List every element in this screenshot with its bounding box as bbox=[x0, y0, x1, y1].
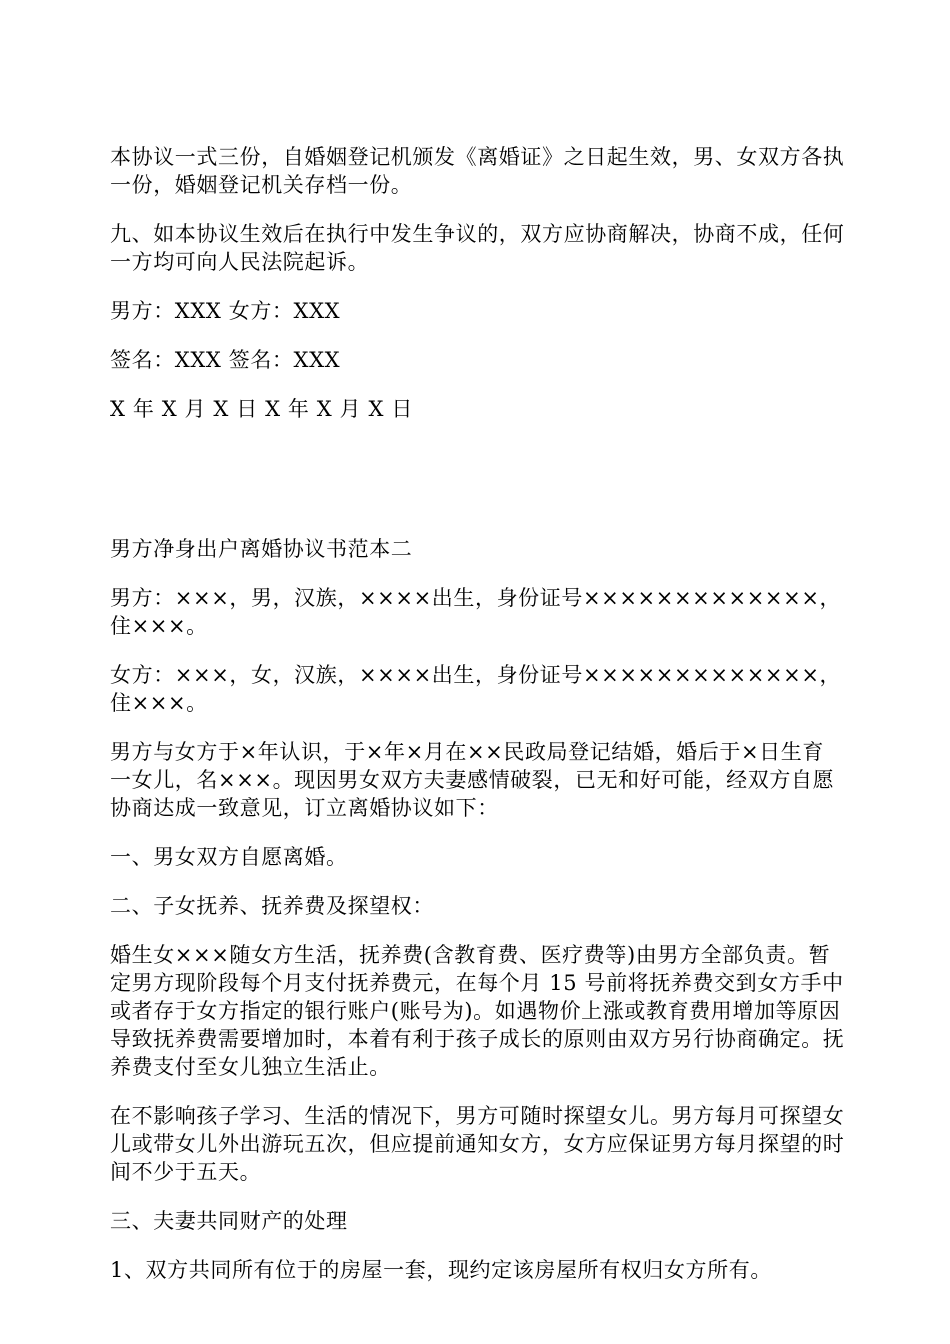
section-title: 男方净身出户离婚协议书范本二 bbox=[110, 537, 413, 561]
section-gap bbox=[110, 444, 845, 535]
signature-line: 签名：XXX 签名：XXX bbox=[110, 348, 341, 372]
visitation-paragraph: 在不影响孩子学习、生活的情况下，男方可随时探望女儿。男方每月可探望女儿或带女儿外出游玩五次，但应提前通知女方，女方应保证男方每月探望的时间不少于五天。 bbox=[110, 1104, 845, 1184]
clause-property-heading: 三、夫妻共同财产的处理 bbox=[110, 1209, 348, 1233]
wife-info: 女方：×××，女，汉族，××××出生，身份证号×××××××××××××，住×××。 bbox=[110, 663, 842, 715]
clause-divorce: 一、男女双方自愿离婚。 bbox=[110, 845, 348, 869]
husband-info: 男方：×××，男，汉族，××××出生，身份证号×××××××××××××，住×××。 bbox=[110, 586, 842, 638]
background-paragraph: 男方与女方于×年认识，于×年×月在××民政局登记结婚，婚后于×日生育一女儿，名×××。现因男女双方夫妻感情破裂，已无和好可能，经双方自愿协商达成一致意见，订立离婚协议如下： bbox=[110, 740, 835, 820]
property-item-1: 1、双方共同所有位于的房屋一套，现约定该房屋所有权归女方所有。 bbox=[110, 1258, 772, 1282]
parties-line: 男方：XXX 女方：XXX bbox=[110, 299, 341, 323]
document-body bbox=[110, 143, 845, 1305]
clause-child-heading: 二、子女抚养、抚养费及探望权： bbox=[110, 894, 434, 918]
effect-clause: 本协议一式三份，自婚姻登记机颁发《离婚证》之日起生效，男、女双方各执一份，婚姻登记机关存档一份。 bbox=[110, 145, 845, 197]
dispute-clause: 九、如本协议生效后在执行中发生争议的，双方应协商解决，协商不成，任何一方均可向人民法院起诉。 bbox=[110, 222, 845, 274]
child-support-paragraph: 婚生女×××随女方生活，抚养费(含教育费、医疗费等)由男方全部负责。暂定男方现阶段每个月支付抚养费元，在每个月 15 号前将抚养费交到女方手中或者存于女方指定的银行账户(账号为)。如遇物价上涨或教育费用增加等原因导致抚养费需要增加时，本着有利于孩子成长的原则由双方另行协商确定。抚养费支付至女儿独立生活止。 bbox=[110, 943, 845, 1079]
date-line: X 年 X 月 X 日 X 年 X 月 X 日 bbox=[110, 397, 413, 421]
